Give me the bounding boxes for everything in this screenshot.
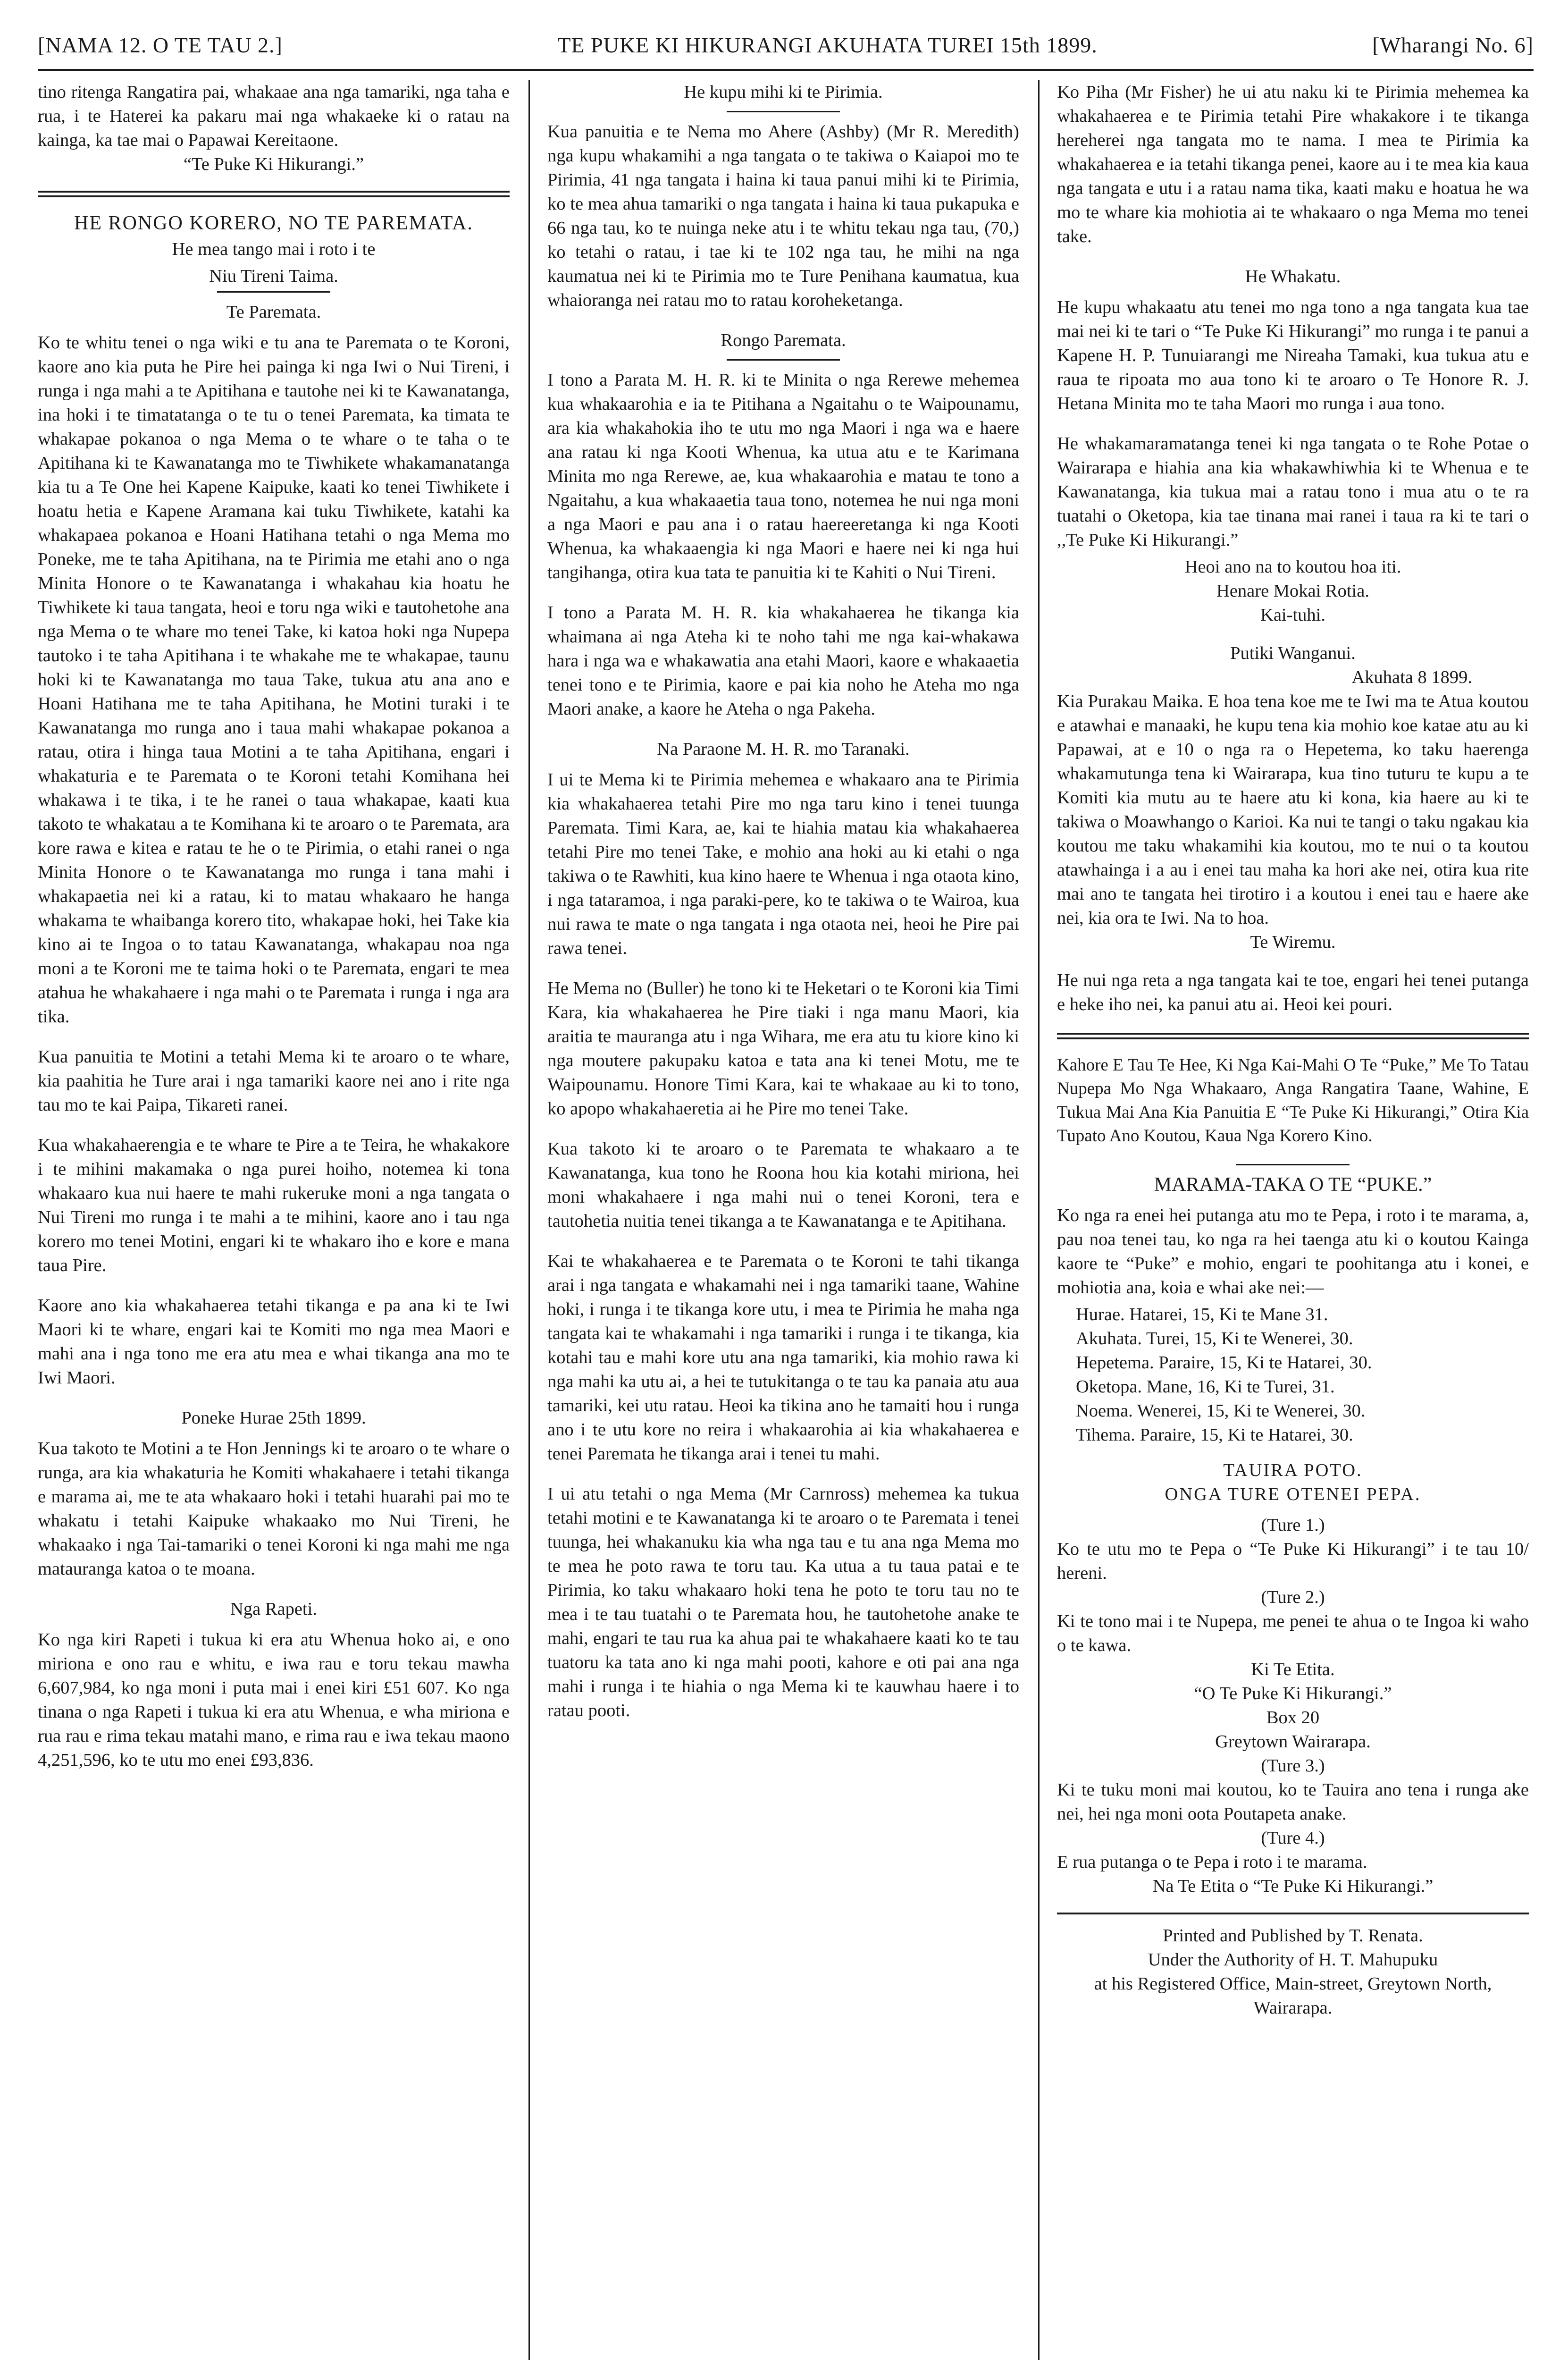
paragraph: He whakamaramatanga tenei ki nga tangata o te Rohe Potae o Wairarapa e hiahia ana kia whakawhiwhia ki te Whenua e te Kawanatanga, kia tukua mai a ratau tono i mua atu o te ra tuatahi o Oketopa, kia tae tinana mai ranei i taua ra ki te tari o ,,Te Puke Ki Hikurangi.” [1057,434,1529,550]
paragraph: Kai te whakahaerea e te Paremata o te Koroni te tahi tikanga arai i nga tangata e whakamahi nei i nga tamariki taane, Wahine hoki, i runga i te tikanga kore utu, i mea te Pirimia he maha nga tangata kai te whakamahi i nga tamariki i runga i te tikanga, kia kotahi tau e mahi kore utu ana nga tamariki, kia mohio rawa ki nga mahi ka utu ai, a hei te tutukitanga o te tau ka panaia atu aua tamariki, kei utu ratau. Heoi ka tikina ano he tamaiti hou i runga ano i te utu kore no reira i whakaarohia ai kia whakahaerea e tenei Paremata he tikanga arai i tenei tu mahi. [547,1251,1019,1464]
address-line: Ki Te Etita. [1251,1660,1335,1679]
paragraph: Kua takoto ki te aroaro o te Paremata te whakaaro a te Kawanatanga, kua tono he Roona hou kia kotahi miriona, hei moni whakahaere i nga mahi nui o tenei Koroni, tera e tautohetia nuitia tenei tikanga a te Kawanatanga e te Apitihana. [547,1139,1019,1231]
paragraph: Ko Piha (Mr Fisher) he ui atu naku ki te Pirimia mehemea ka whakahaerea e te Pirimia tetahi Pire whakakore i te tikanga hereherei nga tangata mo te nama. I mea te Pirimia ka whakahaerea e ia tetahi tikanga penei, kaore au i te mea kia kaua nga tangata e utu i a ratau nama tika, kaati maku e hoatua he wa mo te whare kia mohiotia ai te whakaaro o nga Mema mo tenei take. [1057,82,1529,246]
subheading: He mea tango mai i roto i te [172,239,376,259]
short-rule [727,111,840,112]
article-heading: He kupu mihi ki te Pirimia. [684,82,883,102]
section-heading: TAUIRA POTO. [1223,1460,1363,1480]
schedule-row: Tihema. Paraire, 15, Ki te Hatarei, 30. [1076,1425,1353,1445]
signature: “Te Puke Ki Hikurangi.” [183,154,364,174]
column-2 [547,80,1019,2360]
publication-schedule [1076,1303,1529,1447]
paragraph: He kupu whakaatu atu tenei mo nga tono a nga tangata kua tae mai nei ki te tari o “Te Puke Ki Hikurangi” mo runga i te panui a Kapene H. P. Tunuiarangi me Nireaha Tamaki, kua tukua atu e raua te ripoata mo aua tono ki te aroaro o Te Honore R. J. Hetana Minita mo te taha Maori mo runga i aua tono. [1057,297,1529,413]
paragraph: He nui nga reta a nga tangata kai te toe, engari hei tenei putanga e heke iho nei, ka panui atu ai. Heoi kei pouri. [1057,970,1529,1014]
subheading: Niu Tireni Taima. [209,266,338,286]
article-heading: Putiki Wanganui. [1230,643,1356,663]
paragraph: Ki te tuku moni mai koutou, ko te Tauira ano tena i runga ake nei, hei nga moni oota Poutapeta anake. [1057,1780,1529,1824]
schedule-row: Akuhata. Turei, 15, Ki te Wenerei, 30. [1076,1329,1353,1349]
dateline: Akuhata 8 1899. [1351,667,1472,687]
article-heading: Nga Rapeti. [230,1599,317,1619]
double-rule [1057,1033,1529,1039]
signature: Te Wiremu. [1250,932,1336,952]
column-3 [1057,80,1529,2360]
article-heading: Rongo Paremata. [721,330,846,350]
section-heading: HE RONGO KORERO, NO TE PAREMATA. [74,212,473,234]
paragraph: tino ritenga Rangatira pai, whakaae ana nga tamariki, nga taha e rua, i te Haterei ka pakaru mai nga whakaeke ki o ratau na kainga, ka tae mai o Papawai Kereitaone. [38,82,510,150]
paragraph: Kia Purakau Maika. E hoa tena koe me te Iwi ma te Atua koutou e atawhai e manaaki, he kupu tena kia mohio koe katae atu au ki Papawai, at e 10 o nga ra o Hepetema, ko taku haerenga whakamutunga tena ki Wairarapa, kua tino tuturu te kupu a te Komiti kia mutu au te haere atu ki kona, kia haere au ki te takiwa o Moawhango o Karioi. Ka nui te tangi o taku ngakau kia koutou me taku whakamihi kia koutou, mo te nui o ta koutou atawhainga i a au i enei tau maha ka hori ake nei, otira kua rite mai ano te tangata hei tirotiro i a koutou i enei tau e haere ake nei, kia ora te Iwi. Na to hoa. [1057,691,1529,928]
paragraph: Kaore ano kia whakahaerea tetahi tikanga e pa ana ki te Iwi Maori ki te whare, engari kai te Komiti mo nga mea Maori e mahi ana i nga tono me era atu mea e whai tikanga ana mo te Iwi Maori. [38,1296,510,1388]
address-line: “O Te Puke Ki Hikurangi.” [1194,1684,1392,1703]
article-heading: Te Paremata. [226,302,321,322]
schedule-row: Hurae. Hatarei, 15, Ki te Mane 31. [1076,1305,1328,1324]
imprint-line: at his Registered Office, Main-street, Greytown North, Wairarapa. [1094,1974,1492,2018]
paragraph: I tono a Parata M. H. R. kia whakahaerea he tikanga kia whaimana ai nga Ateha ki te noho tahi me nga kai-whakawa hara i nga wa e whakawatia ana etahi Maori, kaore e whakaaetia tenei tono e te Pirimia, kaore e pai kia noho he Ateha mo nga Maori anake, a kaore he Ateha o nga Pakeha. [547,603,1019,719]
rule-label: (Ture 1.) [1261,1515,1325,1535]
paragraph: Kua whakahaerengia e te whare te Pire a te Teira, he whakakore i te mihini makamaka o nga purei hoiho, notemea ki tona whakaaro kua nui haere te mahi rukeruke moni a nga tangata o Nui Tireni mo runga i te mahi a te mihini, kaore ano i tau nga korero mo tenei Motini, engari ki te whakaro iho e kore e mana taua Pire. [38,1135,510,1275]
column-1 [38,80,510,2360]
article-heading: Poneke Hurae 25th 1899. [181,1408,366,1428]
paragraph: He Mema no (Buller) he tono ki te Heketari o te Koroni kia Timi Kara, kia whakahaerea he Pire tiaki i nga manu Maori, kia araitia te mauranga atu i nga Wihara, me era atu tu kiore kino ki nga moutere pakupaku katoa e tata ana ki tenei Motu, me te Waipounamu. Honore Timi Kara, kai te whakaae au ki to tono, ko apopo whakahaeretia ai he Pire mo tenei Take. [547,978,1019,1119]
rule-label: (Ture 3.) [1261,1756,1325,1776]
masthead-header [38,19,1534,71]
imprint-line: Printed and Published by T. Renata. [1163,1926,1423,1946]
address-line: Box 20 [1266,1708,1320,1728]
page-number: [Wharangi No. 6] [1372,33,1534,57]
column-divider [1038,80,1040,2360]
address-line: Greytown Wairarapa. [1215,1732,1371,1752]
column-divider [528,80,530,2360]
short-rule [1236,1164,1350,1165]
schedule-row: Noema. Wenerei, 15, Ki te Wenerei, 30. [1076,1401,1366,1421]
imprint-line: Under the Authority of H. T. Mahupuku [1148,1950,1438,1970]
short-rule [217,291,330,293]
section-heading: MARAMA-TAKA O TE “PUKE.” [1154,1174,1432,1196]
schedule-row: Oketopa. Mane, 16, Ki te Turei, 31. [1076,1377,1335,1397]
issue-number: [NAMA 12. O TE TAU 2.] [38,33,283,57]
schedule-row: Hepetema. Paraire, 15, Ki te Hatarei, 30. [1076,1353,1372,1373]
article-heading: He Whakatu. [1245,267,1341,287]
notice: Kahore E Tau Te Hee, Ki Nga Kai-Mahi O Te “Puke,” Me To Tatau Nupepa Mo Nga Whakaaro, Anga Rangatira Taane, Wahine, E Tukua Mai Ana Kia Panuitia E “Te Puke Ki Hikurangi,” Otira Kia Tupato Ano Koutou, Kaua Nga Korero Kino. [1057,1055,1529,1146]
rule-label: (Ture 2.) [1261,1587,1325,1607]
paragraph: Kua takoto te Motini a te Hon Jennings ki te aroaro o te whare o runga, ara kia whakaturia he Komiti whakahaere i tetahi tikanga e marama ai, me te ata whakaaro hoki i tetahi huarahi pai mo te whakatu i tetahi Kaipuke whakaako mo Nui Tireni, he whakaako i nga Tai-tamariki o tenei Koroni ki nga mahi me nga matauranga katoa o te moana. [38,1439,510,1579]
paragraph: Kua panuitia te Motini a tetahi Mema ki te aroaro o te whare, kia paahitia he Ture arai i nga tamariki kaore nei ano i rite nga tau mo te kai Paipa, Tikareti ranei. [38,1047,510,1115]
paragraph: Kua panuitia e te Nema mo Ahere (Ashby) (Mr R. Meredith) nga kupu whakamihi a nga tangata o te takiwa o Kaiapoi mo te Pirimia, 41 nga tangata i haina ki taua panui mihi ki te Pirimia, ko te mea ahua tamariki o nga tangata i haina ki taua pukapuka e 66 nga tau, ko te nuinga neke atu i te whitu tekau nga tau, (70,) ko tetahi o ratau, i tae ki te 102 nga tau, he mihi na nga kaumatua nei ki te Pirimia mo te Ture Penihana kaumatua, kua whaioranga nei ratau mo to ratau koroheketanga. [547,122,1019,310]
paragraph: Ko te whitu tenei o nga wiki e tu ana te Paremata o te Koroni, kaore ano kia puta he Pire hei painga ki nga Iwi o Nui Tireni, i runga i nga mahi a te Apitihana e tautohe nei ki te Kawanatanga, ina hoki i te timatatanga o te tu o tenei Paremata, ka timata te whakapae pokanoa o nga Mema o te whare o te taha o te Apitihana ki te Kawanatanga mo te Tiwhikete whakamanatanga kia tu a Te One hei Kapene Kaipuke, kaati ko tenei Tiwhikete i hoatu hetia e Kapene Aramana kai tuku Tiwhikete, katahi ka whakapaea pokanoa e Hoani Hatihana tetahi o nga Mema mo Poneke, me te taha Apitihana, na te Pirimia me etahi ano o nga Minita Honore o te Kawanatanga i whakahau kia hoatu he Tiwhikete ki taua tangata, heoi e toru nga wiki e tautohetohe ana nga Mema o te whare mo tenei Take, ki katoa hoki nga Nupepa tautoko i te taha Apitihana i te whakahe me te whakapae, taunu hoki ki te Kawanatanga mo taua Take, tukua atu ana ano e Hoani Hatihana me te taha Apitihana, he Motini turaki i te Kawanatanga mo runga ano i taua mahi whakapae pokanoa a ratau, otira i hinga taua Motini a te taha Apitihana, engari i whakaturia e te Paremata o te Koroni tetahi Komihana hei whakawa i te tika, i te he ranei o taua whakapae, kaati kua takoto te whakatau a te Komihana ki te aroaro o te Paremata, ara kore rawa e kitea e ratau te he o te Pirimia, o etahi ranei o nga Minita Honore o te Kawanatanga mo runga i tana mahi i whakapaetia nei ki a ratau, ki to matau whakaaro he hanga whakama te whaibanga korero tito, whakapae hoki, hei Take kia kino ai te Ingoa o to tatau Kawanatanga, whakapau noa nga moni a te Koroni me te taima hoki o te Paremata, engari te mea atahua he whakahaere i nga mahi o te Paremata i runga i nga ara tika. [38,333,510,1027]
signature: Heoi ano na to koutou hoa iti. [1184,557,1401,577]
rule-label: (Ture 4.) [1261,1828,1325,1848]
paragraph: Ko te utu mo te Pepa o “Te Puke Ki Hikurangi” i te tau 10/ hereni. [1057,1539,1529,1583]
paragraph: I tono a Parata M. H. R. ki te Minita o nga Rerewe mehemea kua whakaarohia e ia te Pitihana a Ngaitahu o te Waipounamu, ara kia whakahokia iho te utu mo nga Maori i nga wa e haere ana ratau ki nga Kooti Whenua, ka utua atu e te Karimana Minita mo nga Rerewe, ae, kua whakaarohia e matau te tono a Ngaitahu, a kua whakaaetia taua tono, notemea he nui nga moni a nga Maori e pau ana i o ratau haereeretanga ki nga Kooti Whenua, ka whakaaengia ki nga Maori e haere nei ki nga hui tangihanga, otira kua tata te panuitia ki te Kahiti o Nui Tireni. [547,370,1019,582]
paragraph: Ki te tono mai i te Nupepa, me penei te ahua o te Ingoa ki waho o te kawa. [1057,1611,1529,1655]
section-heading: ONGA TURE OTENEI PEPA. [1165,1484,1421,1504]
paragraph: Ko nga kiri Rapeti i tukua ki era atu Whenua hoko ai, e ono miriona e ono rau e whitu, e iwa rau e toru tekau mawha 6,607,984, ko nga moni i puta mai i enei kiri £51 607. Ko nga tinana o nga Rapeti i tukua ki era atu Whenua, e wha miriona e rua rau e rima tekau matahi mano, e rima rau e iwa tekau maono 4,251,596, ko te utu mo enei £93,836. [38,1630,510,1770]
paragraph: I ui atu tetahi o nga Mema (Mr Carnross) mehemea ka tukua tetahi motini e te Kawanatanga ki te aroaro o te Paremata i tenei tuunga, hei whakanuku kia wha nga tau e tu ana nga Mema mo te mea he poto rawa te toru tau. Ka utua a tu taua patai e te Pirimia, ko taku whakaaro hoki tena he poto te toru tau no te mea i te tau tuatahi o te Paremata hou, he tautohetohe anake te mahi, engari te tau rua ka ahua pai te whakahaere kaati ko te tau tuatoru ka tata ano ki nga mahi pooti, kahore e oti pai ana nga mahi i runga i te hiahia o nga Mema ki te kauwhau haere i to ratau pooti. [547,1484,1019,1720]
article-heading: Na Paraone M. H. R. mo Taranaki. [657,739,910,759]
paragraph: I ui te Mema ki te Pirimia mehemea e whakaaro ana te Pirimia kia whakahaerea tetahi Pire mo nga taru kino i tenei tuunga Paremata. Timi Kara, ae, kai te hiahia matau kia whakahaerea tetahi Pire mo tenei Take, e mohio ana hoki au ki etahi o nga takiwa o te Rawhiti, kua kino haere te Whenua i nga otaota kino, i nga tataramoa, i nga paraki-pere, ko te takiwa o te Wairoa, kua nui rawa te mate o nga tangata i nga otaota nei, heoi he Pire pai rawa tenei. [547,770,1019,958]
newspaper-title-date: TE PUKE KI HIKURANGI AKUHATA TUREI 15th 1899. [557,33,1098,57]
paragraph: Na Te Etita o “Te Puke Ki Hikurangi.” [1152,1876,1434,1896]
signature: Kai-tuhi. [1260,605,1325,625]
paragraph: E rua putanga o te Pepa i roto i te marama. [1057,1852,1367,1872]
imprint [1057,1913,1529,2020]
paragraph: Ko nga ra enei hei putanga atu mo te Pepa, i roto i te marama, a, pau noa tenei tau, ko nga ra hei taenga atu ki o koutou Kainga kaore te “Puke” e mohio, engari te poohitanga atu i konei, e mohiotia ana, koia e whai ake nei:— [1057,1205,1529,1298]
short-rule [727,359,840,361]
signature: Henare Mokai Rotia. [1216,581,1369,601]
double-rule [38,191,510,197]
header-rule [38,69,1534,71]
